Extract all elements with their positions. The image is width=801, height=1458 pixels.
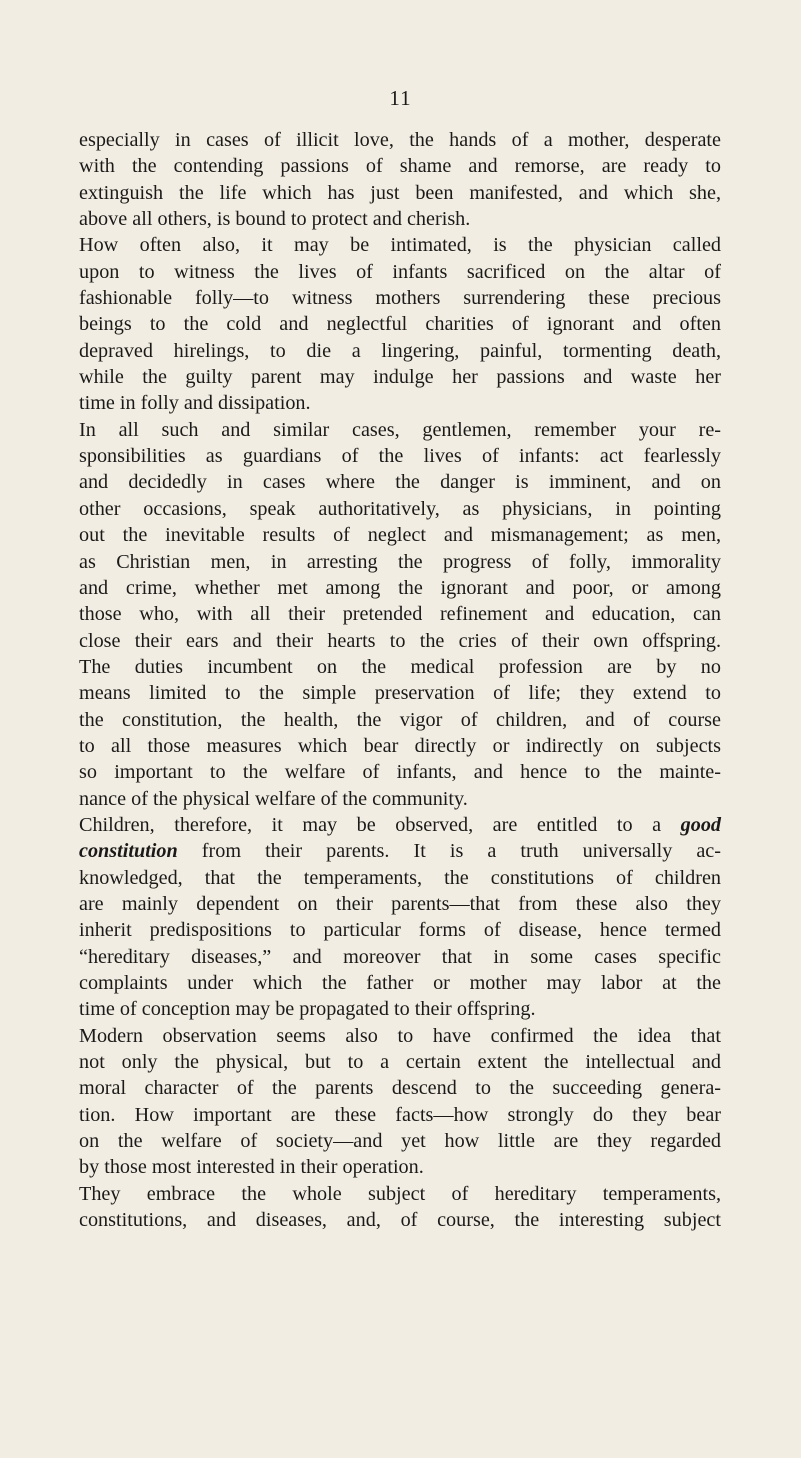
text-line: other occasions, speak authoritatively, as physicians, in pointing [79,497,721,520]
text-line: complaints under which the father or mother may labor at the [79,972,721,994]
text-line: Modern observation seems also to have confirmed the idea that [79,1024,721,1047]
text-line: so important to the welfare of infants, and hence to the mainte- [79,761,721,784]
text-line: knowledged, that the temperaments, the constitutions of children [79,866,721,889]
text-line: to all those measures which bear directly or indirectly on subjects [79,734,721,757]
italic-term: constitution [79,840,178,863]
text-line: are mainly dependent on their parents—that from these also they [79,892,721,915]
line-text: from their parents. It is a truth universally ac- [177,840,721,863]
text-line: out the inevitable results of neglect and mismanagement; as men, [79,524,721,547]
text-line: beings to the cold and neglectful charities of ignorant and often [79,313,721,336]
text-line: on the welfare of society—and yet how little are they regarded [79,1130,721,1153]
text-line: time of conception may be propagated to their offspring. [79,998,536,1021]
text-line: moral character of the parents descend to the succeeding genera- [79,1077,721,1100]
text-line: extinguish the life which has just been manifested, and which she, [79,181,721,204]
text-line: means limited to the simple preservation of life; they extend to [79,682,721,705]
text-line: depraved hirelings, to die a lingering, painful, tormenting death, [79,339,721,362]
text-line: constitutions, and diseases, and, of course, the interesting subject [79,1209,721,1232]
line-text: Children, therefore, it may be observed, are entitled to a [79,813,681,836]
text-line: upon to witness the lives of infants sacrificed on the altar of [79,260,721,283]
text-line: inherit predispositions to particular forms of disease, hence termed [79,919,721,942]
italic-term: good [680,813,721,836]
text-line: How often also, it may be intimated, is the physician called [79,234,721,257]
text-line: those who, with all their pretended refinement and education, can [79,603,721,626]
text-line: and decidedly in cases where the danger is imminent, and on [79,471,721,494]
text-line: while the guilty parent may indulge her passions and waste her [79,366,721,389]
text-line: “hereditary diseases,” and moreover that in some cases specific [79,945,721,968]
text-line: with the contending passions of shame and remorse, are ready to [79,155,721,178]
body-text [79,127,721,1233]
text-line: and crime, whether met among the ignorant and poor, or among [79,576,721,599]
text-line: close their ears and their hearts to the cries of their own offspring. [79,629,721,652]
text-line: sponsibilities as guardians of the lives of infants: act fearlessly [79,445,721,468]
text-line: not only the physical, but to a certain extent the intellectual and [79,1051,721,1074]
text-line: the constitution, the health, the vigor of children, and of course [79,708,721,731]
text-line: above all others, is bound to protect and cherish. [79,208,471,231]
text-line: The duties incumbent on the medical profession are by no [79,655,721,678]
text-line: In all such and similar cases, gentlemen, remember your re- [79,418,721,441]
text-line: by those most interested in their operation. [79,1156,424,1179]
text-line [79,838,721,864]
text-line: especially in cases of illicit love, the hands of a mother, desperate [79,129,721,151]
page-number: 11 [389,86,412,110]
text-line: as Christian men, in arresting the progress of folly, immorality [79,550,721,573]
text-line: time in folly and dissipation. [79,392,311,415]
text-line [79,812,721,838]
text-line: nance of the physical welfare of the community. [79,787,468,810]
text-line: tion. How important are these facts—how strongly do they bear [79,1103,721,1126]
text-line: They embrace the whole subject of hereditary temperaments, [79,1182,721,1205]
text-line: fashionable folly—to witness mothers surrendering these precious [79,287,721,310]
